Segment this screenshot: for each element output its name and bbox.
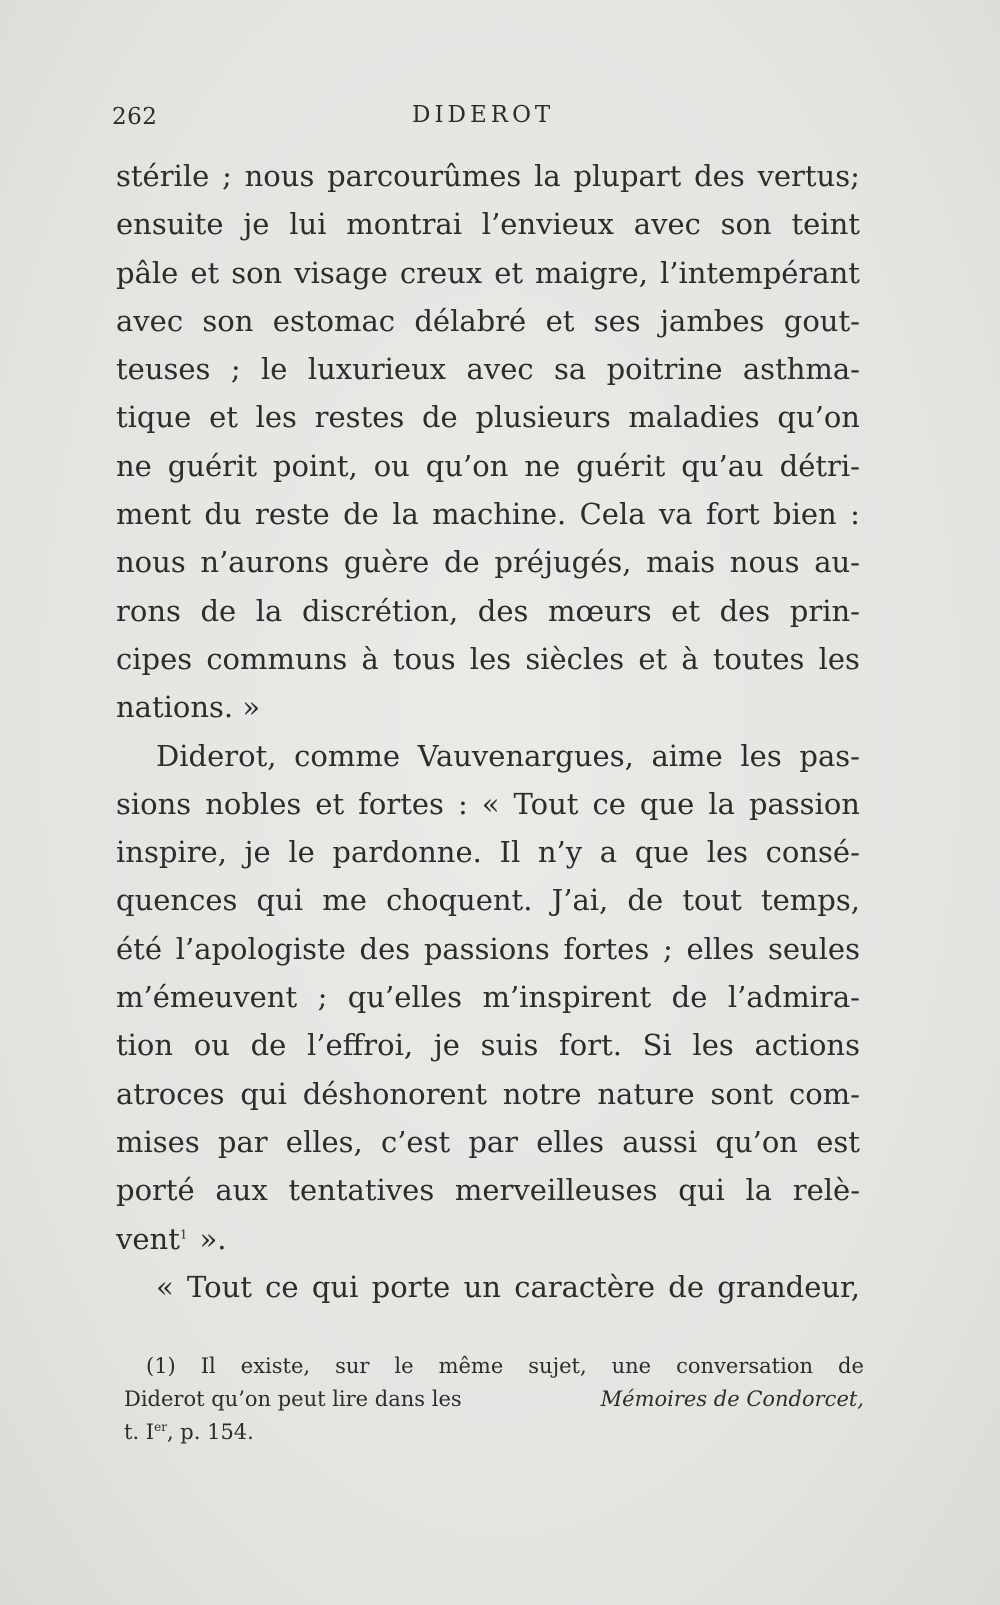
text-line: tique et les restes de plusieurs maladies qu’on <box>116 400 860 435</box>
text-line: mises par elles, c’est par elles aussi qu’on est <box>116 1124 860 1159</box>
text-line: inspire, je le pardonne. Il n’y a que les consé- <box>116 835 860 870</box>
text-line: cipes communs à tous les siècles et à toutes les <box>116 641 860 676</box>
text-line: tion ou de l’effroi, je suis fort. Si les actions <box>116 1028 860 1063</box>
text-line: été l’apologiste des passions fortes ; elles seules <box>116 931 860 966</box>
text-line: « Tout ce qui porte un caractère de grandeur, <box>156 1269 860 1304</box>
text-line: avec son estomac délabré et ses jambes gout- <box>116 303 860 338</box>
text-line: sions nobles et fortes : « Tout ce que la passion <box>116 786 860 821</box>
text-line: rons de la discrétion, des mœurs et des prin- <box>116 593 860 628</box>
text-line: stérile ; nous parcourûmes la plupart des vertus; <box>116 159 860 193</box>
text-line: vent$^1$ ». <box>116 1221 227 1256</box>
text-line: m’émeuvent ; qu’elles m’inspirent de l’admira- <box>116 980 860 1015</box>
text-line: porté aux tentatives merveilleuses qui la relè- <box>116 1173 860 1208</box>
footnotes <box>124 1350 864 1449</box>
running-head: DIDEROT <box>412 102 555 128</box>
text-line: ne guérit point, ou qu’on ne guérit qu’au détri- <box>116 448 860 483</box>
page-number: 262 <box>112 104 158 130</box>
text-line: ment du reste de la machine. Cela va fort bien : <box>116 497 860 532</box>
text-line: ensuite je lui montrai l’envieux avec son teint <box>116 207 860 242</box>
text-line: pâle et son visage creux et maigre, l’intempérant <box>116 255 860 290</box>
footnote-line: Diderot qu’on peut lire dans les Mémoires de Condorcet, <box>124 1383 864 1416</box>
footnote-line: (1) Il existe, sur le même sujet, une conversation de <box>146 1354 864 1378</box>
text-line: quences qui me choquent. J’ai, de tout temps, <box>116 883 860 918</box>
text-line: atroces qui déshonorent notre nature sont com- <box>116 1076 860 1111</box>
footnote-line: t. Ier, p. 154. <box>124 1420 254 1444</box>
footnote-reference: 1 <box>179 1226 188 1241</box>
text-line: nous n’aurons guère de préjugés, mais nous au- <box>116 545 860 580</box>
text-line: nations. » <box>116 690 261 725</box>
text-line: teuses ; le luxurieux avec sa poitrine asthma- <box>116 352 860 387</box>
text-line: Diderot, comme Vauvenargues, aime les pas- <box>156 738 860 773</box>
page-header <box>112 104 862 144</box>
footnote-citation-title: Mémoires de Condorcet, <box>600 1387 864 1411</box>
body-text <box>116 152 860 1311</box>
